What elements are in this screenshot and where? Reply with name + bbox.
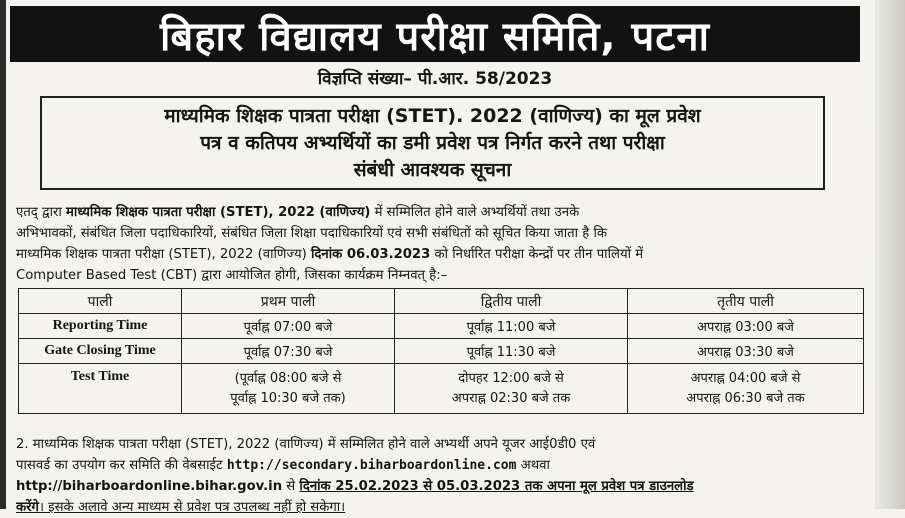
text-run: को निर्धारित परीक्षा केन्द्रों पर तीन पालियों में <box>430 247 644 262</box>
subject-box <box>40 96 825 190</box>
paragraph-line: अभिभावकों, संबंधित जिला पदाधिकारियों, संबंधित जिला शिक्षा पदाधिकारियों एवं सभी संबंधितों को सूचित किया जाता है कि <box>16 226 608 241</box>
text-run: । इसके अलावे अन्य माध्यम से प्रवेश पत्र उपलब्ध नहीं हो सकेगा। <box>38 500 346 515</box>
schedule-table <box>18 288 864 414</box>
table-row <box>19 339 864 364</box>
text-run: से <box>282 479 300 494</box>
row-label: Gate Closing Time <box>19 339 182 364</box>
paragraph-line <box>16 202 866 223</box>
paragraph-line <box>16 244 866 265</box>
text-run: एतद् द्वारा <box>16 205 67 220</box>
cell-line: दोपहर 12:00 बजे से <box>458 370 564 386</box>
cell-line: अपराह्न 04:00 बजे से <box>690 370 801 386</box>
bold-text-run: माध्यमिक शिक्षक पात्रता परीक्षा (STET), 2022 (वाणिज्य) <box>66 205 371 220</box>
header-cell: द्वितीय पाली <box>395 289 628 314</box>
table-cell <box>395 364 628 414</box>
subject-line: पत्र व कतिपय अभ्यर्थियों का डमी प्रवेश पत्र निर्गत करने तथा परीक्षा <box>200 131 665 154</box>
notice-content <box>10 0 870 515</box>
header-cell: प्रथम पाली <box>182 289 395 314</box>
header-cell: पाली <box>19 289 182 314</box>
header-cell: तृतीय पाली <box>628 289 864 314</box>
table-cell <box>182 364 395 414</box>
table-cell: पूर्वाह्न 11:00 बजे <box>395 314 628 339</box>
text-run: अथवा <box>516 458 550 473</box>
paragraph-line <box>16 497 866 518</box>
subject-line: संबंधी आवश्यक सूचना <box>353 158 512 181</box>
text-run: में सम्मिलित होने वाले अभ्यर्थियों तथा उनके <box>370 205 580 220</box>
cell-line: अपराह्न 06:30 बजे तक <box>686 390 805 406</box>
paragraph-line: Computer Based Test (CBT) द्वारा आयोजित होगी, जिसका कार्यक्रम निम्नवत् है:– <box>16 268 448 283</box>
scan-edge-right <box>875 0 905 509</box>
scan-edge-left <box>0 0 6 509</box>
website-link-secondary[interactable]: http://secondary.biharboardonline.com <box>226 458 517 473</box>
intro-paragraph <box>16 202 866 286</box>
table-cell <box>628 364 864 414</box>
paragraph-line <box>16 476 866 497</box>
exam-date: दिनांक 06.03.2023 <box>310 247 431 262</box>
website-link-main[interactable]: http://biharboardonline.bihar.gov.in <box>16 479 283 494</box>
download-paragraph <box>16 434 866 518</box>
download-date-range: दिनांक 25.02.2023 से 05.03.2023 तक अपना मूल प्रवेश पत्र डाउनलोड <box>299 479 694 494</box>
table-cell: अपराह्न 03:00 बजे <box>628 314 864 339</box>
table-row <box>19 314 864 339</box>
row-label: Reporting Time <box>19 314 182 339</box>
table-cell: पूर्वाह्न 07:30 बजे <box>182 339 395 364</box>
cell-line: पूर्वाह्न 10:30 बजे तक) <box>230 390 346 406</box>
row-label: Test Time <box>19 364 182 414</box>
paragraph-line: 2. माध्यमिक शिक्षक पात्रता परीक्षा (STET), 2022 (वाणिज्य) में सम्मिलित होने वाले अभ्यर्थी अपने यूजर आई0डी0 एवं <box>16 437 596 452</box>
cell-line: अपराह्न 02:30 बजे तक <box>451 390 571 406</box>
board-title-banner: बिहार विद्यालय परीक्षा समिति, पटना <box>10 6 860 62</box>
table-row <box>19 364 864 414</box>
table-cell: अपराह्न 03:30 बजे <box>628 339 864 364</box>
table-header-row <box>19 289 864 314</box>
subject-line: माध्यमिक शिक्षक पात्रता परीक्षा (STET). 2022 (वाणिज्य) का मूल प्रवेश <box>164 104 701 127</box>
text-run: पासवर्ड का उपयोग कर समिति की वेबसाईट <box>16 458 227 473</box>
table-cell: पूर्वाह्न 07:00 बजे <box>182 314 395 339</box>
bold-text-run: करेंगे <box>16 500 39 515</box>
paragraph-line <box>16 455 866 476</box>
text-run: माध्यमिक शिक्षक पात्रता परीक्षा (STET), 2022 (वाणिज्य) <box>16 247 311 262</box>
table-cell: पूर्वाह्न 11:30 बजे <box>395 339 628 364</box>
cell-line: (पूर्वाह्न 08:00 बजे से <box>234 370 342 386</box>
notice-number: विज्ञप्ति संख्या– पी.आर. 58/2023 <box>317 69 553 89</box>
